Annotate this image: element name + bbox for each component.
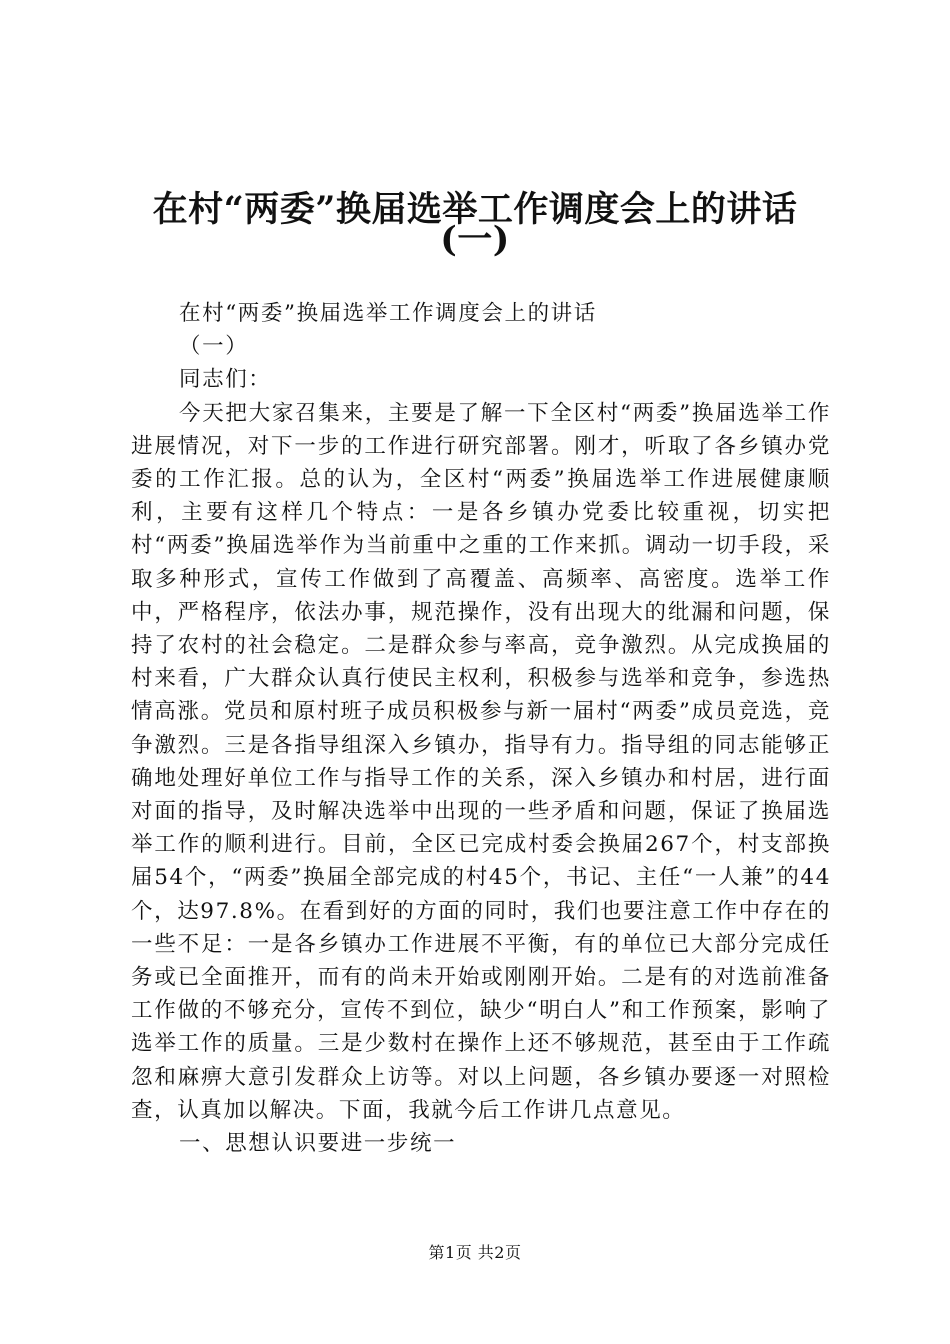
page-number-footer: 第1页 共2页 — [428, 1243, 522, 1262]
body-paragraph: 今天把大家召集来，主要是了解一下全区村“两委”换届选举工作进展情况，对下一步的工作进行研究部署。刚才，听取了各乡镇办党委的工作汇报。总的认为，全区村“两委”换届选举工作进展健康顺利，主要有这样几个特点：一是各乡镇办党委比较重视，切实把村“两委”换届选举作为当前重中之重的工作来抓。调动一切手段，采取多种形式，宣传工作做到了高覆盖、高频率、高密度。选举工作中，严格程序，依法办事，规范操作，没有出现大的纰漏和问题，保持了农村的社会稳定。二是群众参与率高，竞争激烈。从完成换届的村来看，广大群众认真行使民主权利，积极参与选举和竞争，参选热情高涨。党员和原村班子成员积极参与新一届村“两委”成员竞选，竞争激烈。三是各指导组深入乡镇办，指导有力。指导组的同志能够正确地处理好单位工作与指导工作的关系，深入乡镇办和村居，进行面对面的指导，及时解决选举中出现的一些矛盾和问题，保证了换届选举工作的顺利进行。目前，全区已完成村委会换届267个，村支部换届54个，“两委”换届全部完成的村45个，书记、主任“一人兼”的44个，达97.8%。在看到好的方面的同时，我们也要注意工作中存在的一些不足：一是各乡镇办工作进展不平衡，有的单位已大部分完成任务或已全面推开，而有的尚未开始或刚刚开始。二是有的对选前准备工作做的不够充分，宣传不到位，缺少“明白人”和工作预案，影响了选举工作的质量。三是少数村在操作上还不够规范，甚至由于工作疏忽和麻痹大意引发群众上访等。对以上问题，各乡镇办要逐一对照检查，认真加以解决。下面，我就今后工作讲几点意见。 — [131, 400, 832, 1123]
document-body — [131, 297, 831, 1160]
document-title-number: (一) — [440, 219, 510, 260]
subtitle-line: 在村“两委”换届选举工作调度会上的讲话 — [179, 301, 597, 326]
subtitle-number: （一） — [179, 334, 249, 360]
salutation: 同志们： — [179, 367, 272, 393]
document-title: 在村“两委”换届选举工作调度会上的讲话 — [152, 189, 798, 230]
section-heading: 一、思想认识要进一步统一 — [179, 1131, 457, 1157]
